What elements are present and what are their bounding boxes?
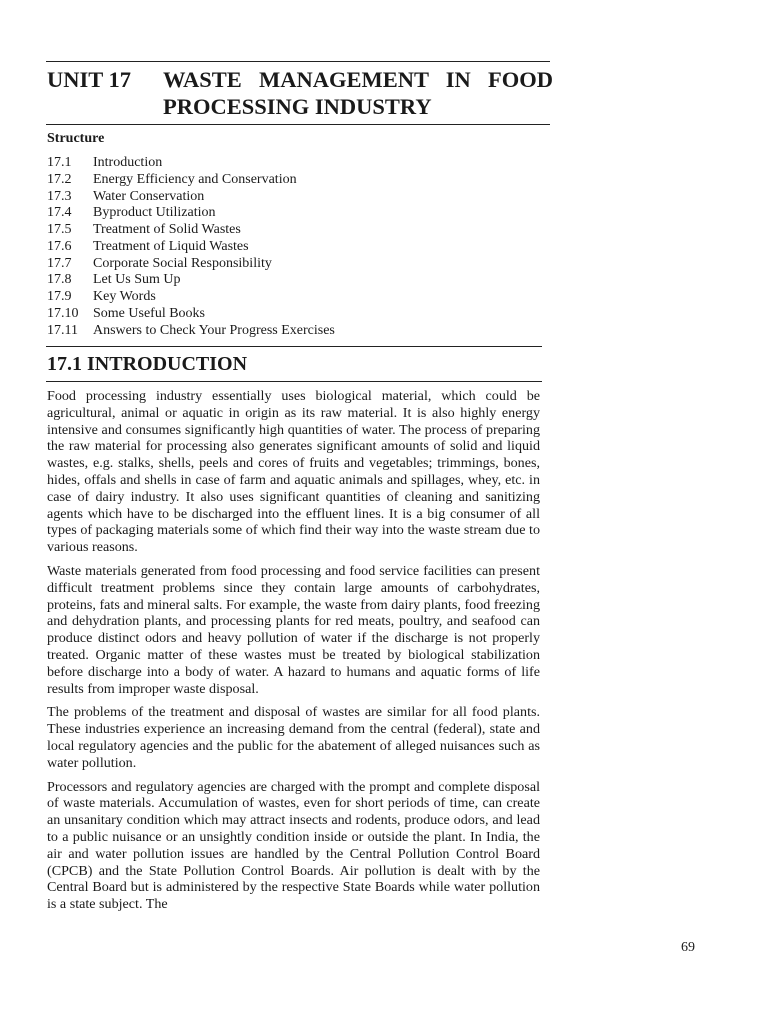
toc-number: 17.9 [47, 289, 72, 304]
section-heading: 17.1 INTRODUCTION [47, 353, 248, 375]
unit-title-line-1: WASTE MANAGEMENT IN FOOD [163, 67, 553, 92]
structure-heading: Structure [47, 131, 105, 146]
toc-number: 17.6 [47, 238, 72, 254]
toc-title: Let Us Sum Up [93, 272, 181, 288]
toc-number: 17.4 [47, 205, 72, 221]
structure-list [47, 155, 507, 339]
toc-item [47, 323, 507, 340]
toc-title: Treatment of Solid Wastes [93, 222, 241, 237]
toc-title: Treatment of Liquid Wastes [93, 238, 249, 254]
toc-item [47, 289, 507, 306]
toc-item [47, 272, 507, 289]
toc-title: Introduction [93, 155, 163, 170]
toc-title: Water Conservation [93, 188, 205, 204]
toc-item [47, 172, 507, 189]
unit-title-line-2: PROCESSING INDUSTRY [163, 94, 432, 119]
paragraph: The problems of the treatment and disposal of wastes are similar for all food plants. These industries experience an increasing demand from the central (federal), state and local regulatory agencies and the public for the abatement of alleged nuisances such as water pollution. [47, 704, 540, 771]
toc-number: 17.3 [47, 188, 72, 204]
toc-number: 17.5 [47, 222, 72, 237]
toc-title: Some Useful Books [93, 305, 205, 321]
paragraph: Food processing industry essentially uses biological material, which could be agricultural, animal or aquatic in origin as its raw material. It is also highly energy intensive and consumes significantly high quantities of water. The process of preparing the raw material for processing also generates significant amounts of solid and liquid wastes, e.g. stalks, shells, peels and cores of fruits and vegetables; trimmings, bones, hides, offals and shells in case of farm and aquatic animals and spillages, whey, etc. in case of dairy industry. It also uses significant quantities of cleaning and sanitizing agents which have to be discharged into the effluent lines. It is a big consumer of all types of packaging materials some of which find their way into the waste stream due to various reasons. [47, 388, 540, 556]
toc-number: 17.10 [47, 305, 79, 321]
top-rule [46, 61, 550, 62]
paragraph: Processors and regulatory agencies are charged with the prompt and complete disposal of waste materials. Accumulation of wastes, even for short periods of time, can create an unsanitary condition which may attract insects and rodents, produce odors, and lead to a public nuisance or an unsightly condition inside or outside the plant. In India, the air and water pollution issues are handled by the Central Pollution Control Board (CPCB) and the State Pollution Control Boards. Air pollution is dealt with by the Central Board but is administered by the respective State Boards while water pollution is a state subject. The [47, 778, 540, 913]
toc-number: 17.11 [47, 322, 78, 338]
toc-title: Corporate Social Responsibility [93, 255, 272, 271]
toc-item [47, 155, 507, 172]
page-number: 69 [681, 940, 695, 955]
paragraph: Waste materials generated from food processing and food service facilities can present difficult treatment problems since they contain large amounts of carbohydrates, proteins, fats and mineral salts. For example, the waste from dairy plants, food freezing and dehydration plants, and processing plants for red meats, poultry, and seafood can produce distinct odors and heavy pollution of water if the discharge is not properly treated. Organic matter of these wastes must be treated by biological stabilization before discharge into a body of water. A hazard to humans and aquatic forms of life results from improper waste disposal. [47, 562, 540, 697]
toc-title: Key Words [93, 289, 156, 304]
title-bottom-rule [46, 124, 550, 125]
toc-item [47, 205, 507, 222]
section-top-rule [46, 346, 542, 347]
toc-number: 17.8 [47, 272, 72, 288]
section-bottom-rule [46, 381, 542, 382]
toc-number: 17.2 [47, 171, 72, 187]
toc-number: 17.7 [47, 255, 72, 271]
toc-item [47, 306, 507, 323]
unit-number: UNIT 17 [47, 67, 131, 92]
toc-number: 17.1 [47, 155, 72, 170]
toc-title: Byproduct Utilization [93, 205, 216, 221]
toc-title: Answers to Check Your Progress Exercises [93, 322, 335, 338]
toc-item [47, 189, 507, 206]
toc-item [47, 239, 507, 256]
toc-item [47, 256, 507, 273]
toc-item [47, 222, 507, 239]
toc-title: Energy Efficiency and Conservation [93, 171, 297, 187]
section-body [47, 388, 540, 920]
